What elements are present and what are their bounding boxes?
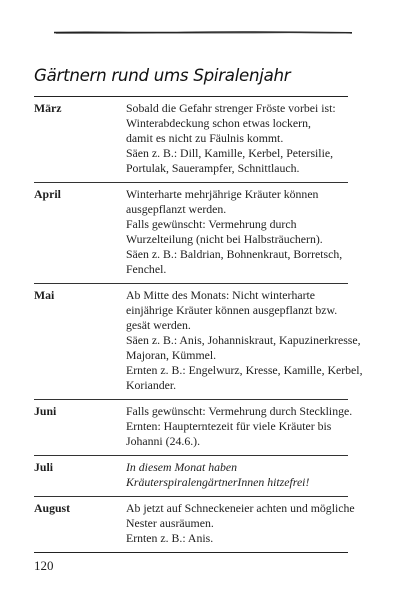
month-label: März — [34, 101, 62, 115]
description-line: In diesem Monat haben — [126, 460, 238, 474]
month-description — [126, 101, 348, 176]
description-line: Säen z. B.: Dill, Kamille, Kerbel, Petersilie, — [126, 146, 334, 160]
top-decorative-rule — [54, 30, 352, 35]
month-label: April — [34, 187, 61, 201]
description-line: Ernten z. B.: Anis. — [126, 531, 214, 545]
month-description — [126, 460, 348, 490]
description-line: KräuterspiralengärtnerInnen hitzefrei! — [126, 475, 310, 489]
description-line: damit es nicht zu Fäulnis kommt. — [126, 131, 284, 145]
description-line: einjährige Kräuter können ausgepflanzt bzw. — [126, 303, 338, 317]
month-label: Juni — [34, 404, 57, 418]
month-label: Juli — [34, 460, 54, 474]
description-line: Wurzelteilung (nicht bei Halbsträuchern). — [126, 232, 323, 246]
description-line: Ab jetzt auf Schneckeneier achten und mögliche — [126, 501, 355, 515]
page-number: 120 — [34, 558, 54, 573]
description-line: Majoran, Kümmel. — [126, 348, 217, 362]
description-line: Falls gewünscht: Vermehrung durch — [126, 217, 297, 231]
description-line: Säen z. B.: Anis, Johanniskraut, Kapuzinerkresse, — [126, 333, 361, 347]
description-line: Ernten z. B.: Engelwurz, Kresse, Kamille, Kerbel, — [126, 363, 363, 377]
description-line: Ernten: Haupterntezeit für viele Kräuter bis — [126, 419, 332, 433]
month-description — [126, 288, 363, 393]
month-description — [126, 404, 352, 449]
description-line: Fenchel. — [126, 262, 167, 276]
table-row — [34, 284, 363, 400]
description-line: Koriander. — [126, 378, 177, 392]
month-description — [126, 187, 348, 277]
description-line: ausgepflanzt werden. — [126, 202, 227, 216]
table-row — [34, 97, 348, 183]
description-line: Portulak, Sauerampfer, Schnittlauch. — [126, 161, 300, 175]
description-line: Sobald die Gefahr strenger Fröste vorbei ist: — [126, 101, 336, 115]
description-line: Ab Mitte des Monats: Nicht winterharte — [126, 288, 316, 302]
table-row — [34, 183, 348, 284]
monthly-gardening-table — [34, 96, 363, 553]
section-title: Gärtnern rund ums Spiralenjahr — [34, 66, 291, 86]
table-row — [34, 456, 348, 497]
description-line: Nester ausräumen. — [126, 516, 214, 530]
description-line: Falls gewünscht: Vermehrung durch Stecklinge. — [126, 404, 353, 418]
month-description — [126, 501, 355, 546]
table-row — [34, 400, 353, 456]
description-line: Säen z. B.: Baldrian, Bohnenkraut, Borretsch, — [126, 247, 343, 261]
description-line: Johanni (24.6.). — [126, 434, 201, 448]
month-label: August — [34, 501, 71, 515]
description-line: Winterharte mehrjährige Kräuter können — [126, 187, 319, 201]
table-row — [34, 497, 355, 553]
description-line: gesät werden. — [126, 318, 191, 332]
month-label: Mai — [34, 288, 55, 302]
description-line: Winterabdeckung schon etwas lockern, — [126, 116, 311, 130]
